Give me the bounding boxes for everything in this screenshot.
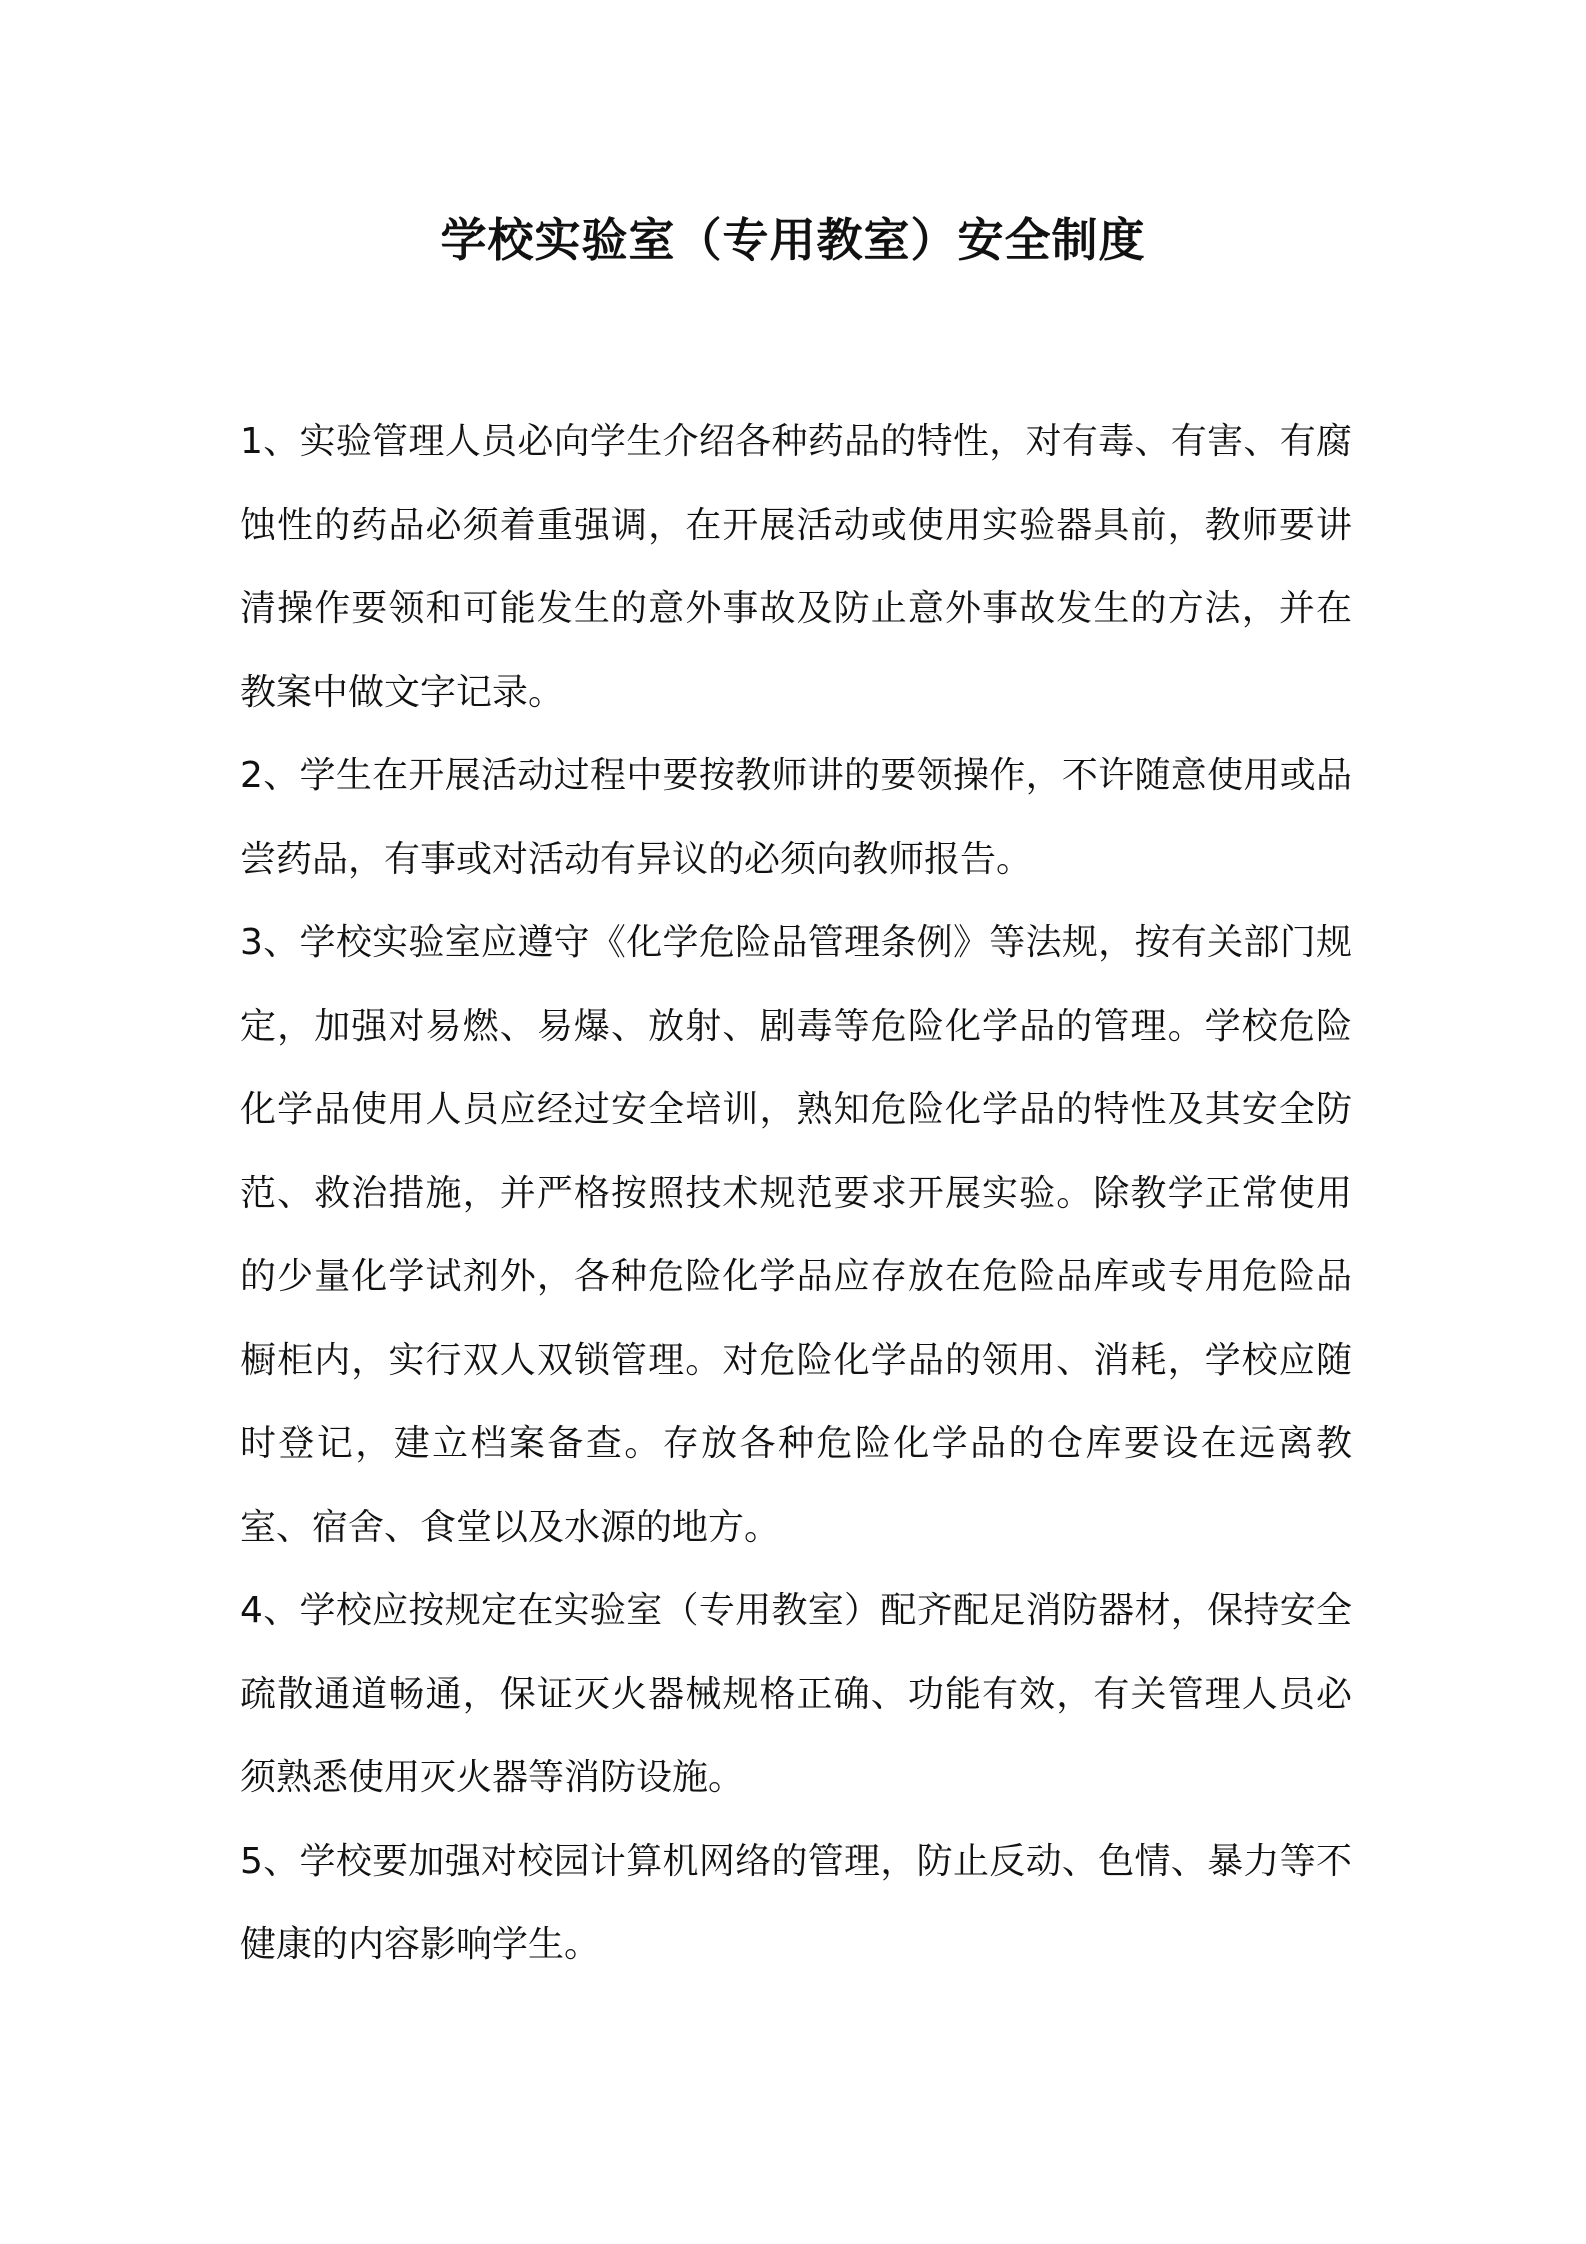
paragraph-1: 1、实验管理人员必向学生介绍各种药品的特性，对有毒、有害、有腐蚀性的药品必须着重强调，在开展活动或使用实验器具前，教师要讲清操作要领和可能发生的意外事故及防止意外事故发生的方法，并在教案中做文字记录。 [240, 421, 1352, 713]
paragraph-4: 4、学校应按规定在实验室（专用教室）配齐配足消防器材，保持安全疏散通道畅通，保证灭火器械规格正确、功能有效，有关管理人员必须熟悉使用灭火器等消防设施。 [240, 1590, 1352, 1798]
document-title: 学校实验室（专用教室）安全制度 [440, 213, 1146, 267]
paragraph-3: 3、学校实验室应遵守《化学危险品管理条例》等法规，按有关部门规定，加强对易燃、易爆、放射、剧毒等危险化学品的管理。学校危险化学品使用人员应经过安全培训，熟知危险化学品的特性及其安全防范、救治措施，并严格按照技术规范要求开展实验。除教学正常使用的少量化学试剂外，各种危险化学品应存放在危险品库或专用危险品橱柜内，实行双人双锁管理。对危险化学品的领用、消耗，学校应随时登记，建立档案备查。存放各种危险化学品的仓库要设在远离教室、宿舍、食堂以及水源的地方。 [240, 922, 1352, 1548]
document-body [240, 400, 1352, 1987]
paragraph-5: 5、学校要加强对校园计算机网络的管理，防止反动、色情、暴力等不健康的内容影响学生。 [240, 1840, 1352, 1965]
paragraph-2: 2、学生在开展活动过程中要按教师讲的要领操作，不许随意使用或品尝药品，有事或对活动有异议的必须向教师报告。 [240, 755, 1352, 880]
